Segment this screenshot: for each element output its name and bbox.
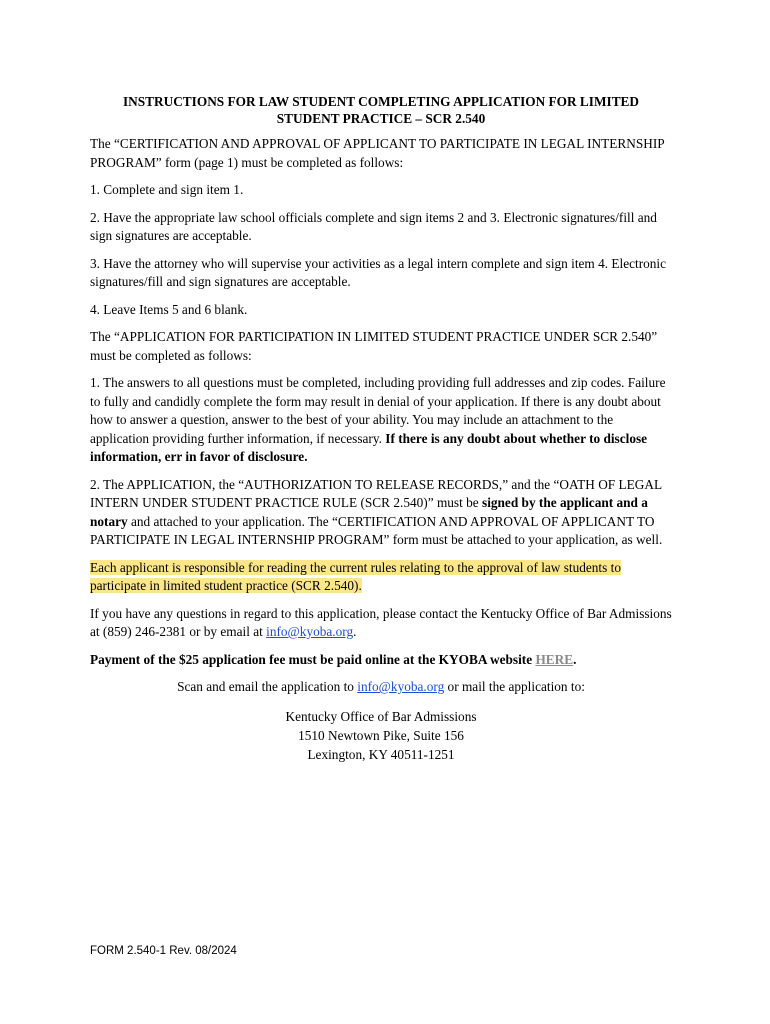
mailing-address <box>90 707 672 764</box>
payment-end: . <box>573 651 577 667</box>
here-link[interactable]: HERE <box>535 651 574 667</box>
scan-text-a: Scan and email the application to <box>177 679 358 694</box>
questions-end: . <box>353 624 357 639</box>
app-item-1-bold: If there is any doubt about whether to disclose information, err in favor of disclosure. <box>90 430 648 464</box>
payment-text: Payment of the $25 application fee must be paid online at the KYOBA website <box>90 651 536 667</box>
email-link[interactable]: info@kyoba.org <box>266 624 354 639</box>
instructions-page <box>90 93 672 764</box>
cert-item-2: 2. Have the appropriate law school officials complete and sign items 2 and 3. Electronic signatures/fill and sign signatures are acceptable. <box>90 209 657 243</box>
address-line-3: Lexington, KY 40511-1251 <box>307 746 455 762</box>
app-item-2-bold: signed by the applicant and a notary <box>90 495 648 529</box>
title-line-1: INSTRUCTIONS FOR LAW STUDENT COMPLETING APPLICATION FOR LIMITED <box>122 94 640 109</box>
app-item-2 <box>90 476 672 550</box>
cert-item-1: 1. Complete and sign item 1. <box>90 182 244 197</box>
app-item-1-text: 1. The answers to all questions must be completed, including providing full addresses and zip codes. Failure to fully and candidly complete the form may result in denial of your application. If there is any doubt about how to answer a question, answer to the best of your ability. You may include an attachment to the application providing further information, if necessary. <box>90 375 666 446</box>
highlighted-text: Each applicant is responsible for reading the current rules relating to the approval of law students to participate in limited student practice (SCR 2.540). <box>90 559 621 593</box>
cert-item-4: 4. Leave Items 5 and 6 blank. <box>90 301 248 317</box>
rules-highlight <box>90 559 672 596</box>
questions-text: If you have any questions in regard to this application, please contact the Kentucky Office of Bar Admissions at (859) 246-2381 or by email at <box>90 605 672 639</box>
app-item-1 <box>90 374 672 467</box>
cert-intro: The “CERTIFICATION AND APPROVAL OF APPLICANT TO PARTICIPATE IN LEGAL INTERNSHIP PROGRAM” form (page 1) must be completed as follows: <box>90 136 665 170</box>
scan-email-link[interactable]: info@kyoba.org <box>357 679 445 694</box>
title-line-2: STUDENT PRACTICE – SCR 2.540 <box>276 111 486 126</box>
scan-text-b: or mail the application to: <box>444 679 585 694</box>
app-item-2-text-a: 2. The APPLICATION, the “AUTHORIZATION TO RELEASE RECORDS,” and the “OATH OF LEGAL INTERN UNDER STUDENT PRACTICE RULE (SCR 2.540)” must be <box>90 476 662 510</box>
form-footer: FORM 2.540-1 Rev. 08/2024 <box>90 945 237 957</box>
app-intro: The “APPLICATION FOR PARTICIPATION IN LIMITED STUDENT PRACTICE UNDER SCR 2.540” must be completed as follows: <box>90 329 658 363</box>
address-line-2: 1510 Newtown Pike, Suite 156 <box>298 727 464 743</box>
scan-paragraph <box>90 678 672 697</box>
address-line-1: Kentucky Office of Bar Admissions <box>285 708 477 724</box>
page-title <box>90 93 672 127</box>
cert-item-3: 3. Have the attorney who will supervise your activities as a legal intern complete and sign item 4. Electronic signatures/fill and sign signatures are acceptable. <box>90 255 667 289</box>
payment-paragraph <box>90 651 672 670</box>
questions-paragraph <box>90 605 672 642</box>
app-item-2-text-b: and attached to your application. The “CERTIFICATION AND APPROVAL OF APPLICANT TO PARTICIPATE IN LEGAL INTERNSHIP PROGRAM” form must be attached to your application, as well. <box>90 513 663 547</box>
